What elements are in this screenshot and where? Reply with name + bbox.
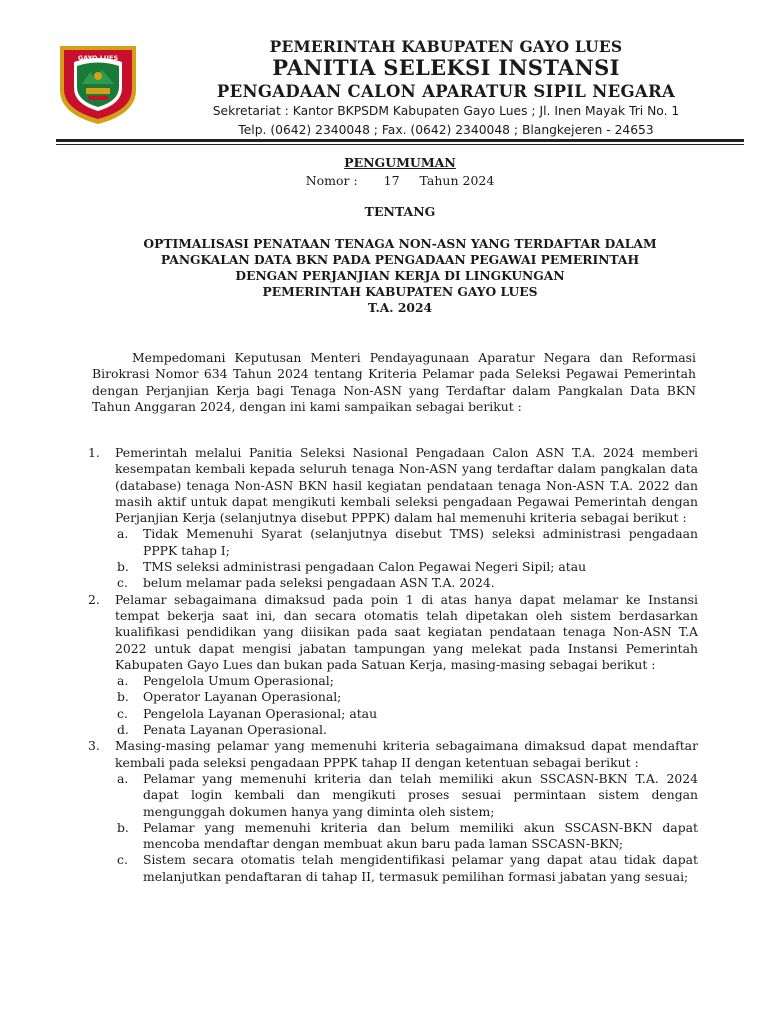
nomor-label: Nomor : — [305, 173, 358, 188]
numbered-list — [88, 445, 698, 885]
sub-item — [115, 575, 698, 591]
nomor-year: Tahun 2024 — [419, 173, 495, 188]
letterhead — [146, 38, 746, 140]
sub-item — [115, 722, 698, 738]
sub-text: Sistem secara otomatis telah mengidentifikasi pelamar yang dapat atau tidak dapat melanjutkan pendaftaran di tahap II, termasuk pemilihan formasi jabatan yang sesuai; — [143, 852, 698, 884]
sub-text: Pelamar yang memenuhi kriteria dan belum memiliki akun SSCASN-BKN dapat mencoba mendaftar dengan membuat akun baru pada laman SSCASN-BKN; — [143, 819, 698, 852]
sub-label: b. — [117, 559, 129, 575]
sub-list — [115, 673, 698, 738]
sub-item — [115, 559, 698, 575]
announcement-number — [56, 173, 744, 188]
sub-item — [115, 852, 698, 885]
sub-label: b. — [117, 819, 129, 835]
sub-item — [115, 673, 698, 689]
sub-label: a. — [117, 526, 129, 542]
list-item — [88, 738, 698, 885]
letterhead-government: PEMERINTAH KABUPATEN GAYO LUES — [269, 37, 623, 56]
sub-item — [115, 689, 698, 705]
title-line: PEMERINTAH KABUPATEN GAYO LUES — [262, 284, 538, 299]
sub-item — [115, 820, 698, 853]
list-number: 3. — [88, 738, 100, 754]
list-text: Pemerintah melalui Panitia Seleksi Nasional Pengadaan Calon ASN T.A. 2024 memberi kesempatan kembali kepada seluruh tenaga Non-ASN yang terdaftar dalam pangkalan data (database) tenaga Non-ASN BKN hasil kegiatan pendataan tenaga Non-ASN T.A. 2022 dan masih aktif untuk dapat mengikuti kembali seleksi pengadaan Pegawai Pemerintah dengan Perjanjian Kerja (selanjutnya disebut PPPK) dalam hal memenuhi kriteria sebagai berikut : — [115, 445, 698, 526]
sub-item — [115, 706, 698, 722]
title-line: OPTIMALISASI PENATAAN TENAGA NON-ASN YANG TERDAFTAR DALAM — [143, 236, 657, 251]
title-line: PANGKALAN DATA BKN PADA PENGADAAN PEGAWAI PEMERINTAH — [160, 252, 640, 267]
letterhead-divider-thin — [56, 144, 744, 145]
list-text: Masing-masing pelamar yang memenuhi kriteria sebagaimana dimaksud dapat mendaftar kembali pada seleksi pengadaan PPPK tahap II dengan ketentuan sebagai berikut : — [115, 738, 698, 770]
sub-label: d. — [117, 722, 129, 738]
intro-paragraph: Mempedomani Keputusan Menteri Pendayagunaan Aparatur Negara dan Reformasi Birokrasi Nomor 634 Tahun 2024 tentang Kriteria Pelamar pada Seleksi Pegawai Pemerintah dengan Perjanjian Kerja bagi Tenaga Non-ASN yang Terdaftar dalam Pangkalan Data BKN Tahun Anggaran 2024, dengan ini kami sampaikan sebagai berikut : — [92, 350, 696, 414]
sub-text: Pengelola Umum Operasional; — [143, 673, 334, 689]
sub-label: a. — [117, 673, 129, 689]
nomor-value: 17 — [383, 173, 400, 188]
announcement-title — [56, 236, 744, 316]
sub-text: belum melamar pada seleksi pengadaan ASN T.A. 2024. — [143, 575, 495, 591]
announcement-heading: PENGUMUMAN — [344, 155, 456, 170]
sub-label: a. — [117, 770, 129, 786]
sub-text: Pelamar yang memenuhi kriteria dan telah memiliki akun SSCASN-BKN T.A. 2024 dapat login kembali dan mengikuti proses sesuai permintaan sistem dengan mengunggah dokumen hanya yang diminta oleh sistem; — [143, 770, 698, 819]
gayo-lues-emblem-logo — [56, 40, 140, 126]
sub-text: Penata Layanan Operasional. — [143, 722, 327, 738]
sub-label: c. — [117, 575, 128, 591]
sub-label: c. — [117, 705, 128, 721]
logo-text: GAYO LUES — [77, 54, 119, 62]
list-item — [88, 592, 698, 739]
tentang-heading: TENTANG — [364, 204, 436, 219]
title-line: T.A. 2024 — [367, 300, 433, 315]
letterhead-address: Sekretariat : Kantor BKPSDM Kabupaten Gayo Lues ; Jl. Inen Mayak Tri No. 1 — [212, 104, 680, 118]
letterhead-procurement: PENGADAAN CALON APARATUR SIPIL NEGARA — [216, 82, 676, 101]
list-number: 2. — [88, 591, 100, 607]
sub-item — [115, 771, 698, 820]
list-number: 1. — [88, 445, 100, 460]
sub-text: Tidak Memenuhi Syarat (selanjutnya disebut TMS) seleksi administrasi pengadaan PPPK tahap I; — [143, 526, 698, 558]
list-item — [88, 445, 698, 592]
letterhead-divider-thick — [56, 139, 744, 142]
sub-text: TMS seleksi administrasi pengadaan Calon Pegawai Negeri Sipil; atau — [143, 559, 587, 575]
title-line: DENGAN PERJANJIAN KERJA DI LINGKUNGAN — [235, 268, 565, 283]
sub-list — [115, 771, 698, 885]
sub-item — [115, 526, 698, 559]
letterhead-contact: Telp. (0642) 2340048 ; Fax. (0642) 2340048 ; Blangkejeren - 24653 — [238, 123, 654, 137]
sub-list — [115, 526, 698, 591]
sub-text: Pengelola Layanan Operasional; atau — [143, 705, 378, 721]
sub-label: c. — [117, 852, 128, 868]
sub-label: b. — [117, 689, 129, 705]
sub-text: Operator Layanan Operasional; — [143, 689, 342, 705]
letterhead-committee: PANITIA SELEKSI INSTANSI — [272, 55, 620, 80]
list-text: Pelamar sebagaimana dimaksud pada poin 1 di atas hanya dapat melamar ke Instansi tempat bekerja saat ini, dan secara otomatis telah dipetakan oleh sistem berdasarkan kualifikasi pendidikan yang diisikan pada saat kegiatan pendataan tenaga Non-ASN T.A 2022 untuk dapat mengisi jabatan tampungan yang melekat pada Instansi Pemerintah Kabupaten Gayo Lues dan bukan pada Satuan Kerja, masing-masing sebagai berikut : — [115, 591, 698, 672]
